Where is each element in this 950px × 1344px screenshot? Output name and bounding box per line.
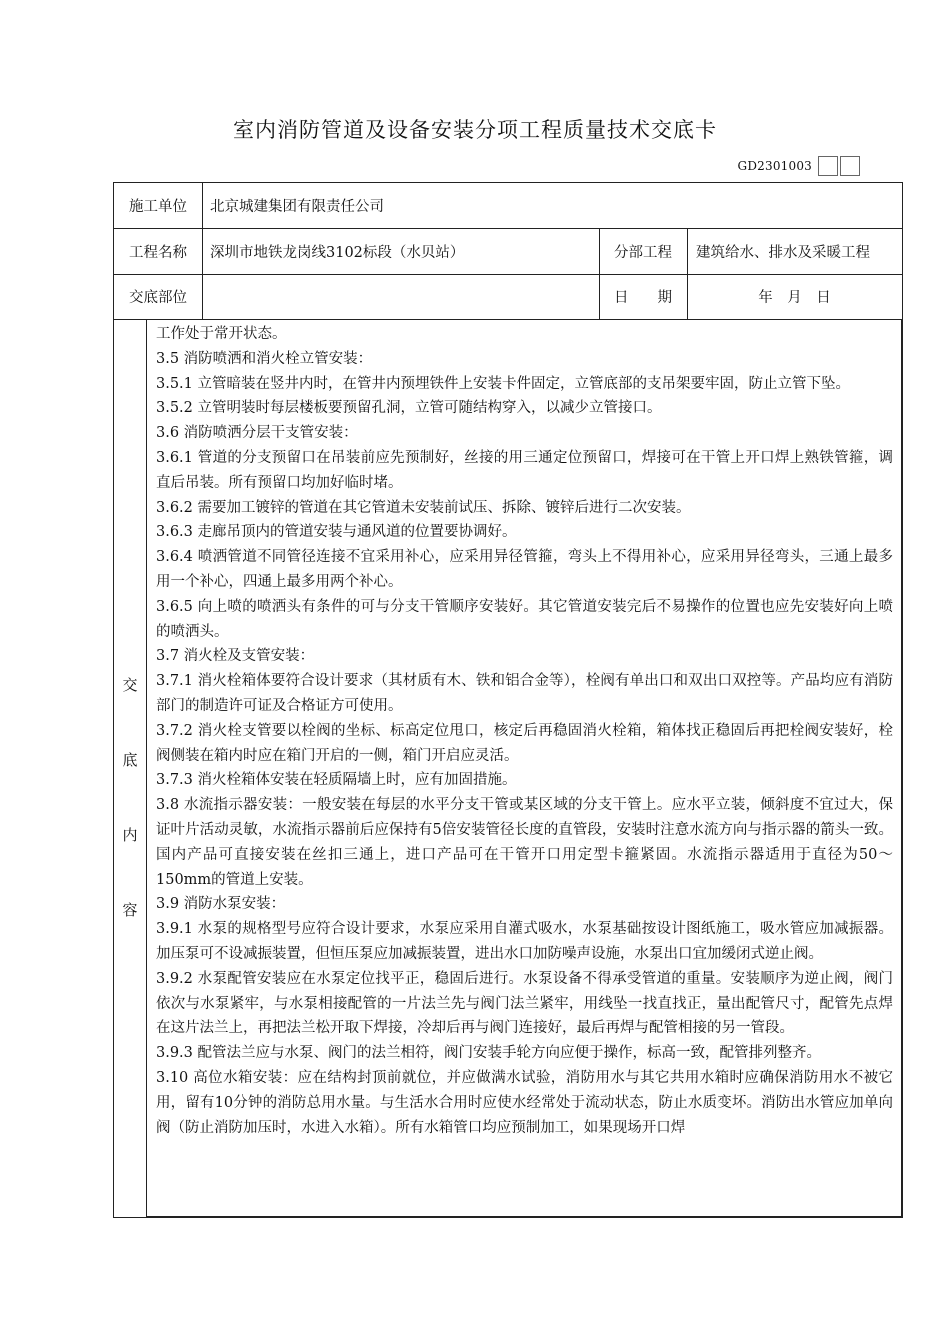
content-paragraph: 3.5.1 立管暗装在竖井内时，在管井内预埋铁件上安装卡件固定，立管底部的支吊架要牢固，防止立管下坠。 <box>156 375 850 392</box>
content-paragraph: 3.7 消火栓及支管安装： <box>156 648 315 665</box>
content-paragraph: 3.6.5 向上喷的喷洒头有条件的可与分支干管顺序安装好。其它管道安装完后不易操作的位置也应先安装好向上喷的喷洒头。 <box>156 598 893 640</box>
content-label-char: 容 <box>122 901 138 919</box>
content-paragraph: 3.6.1 管道的分支预留口在吊装前应先预制好，丝接的用三通定位预留口，焊接可在干管上开口焊上熟铁管箍，调直后吊装。所有预留口均加好临时堵。 <box>156 449 893 491</box>
location-label: 交底部位 <box>129 290 187 306</box>
content-paragraph: 3.10 高位水箱安装：应在结构封顶前就位，并应做满水试验，消防用水与其它共用水箱时应确保消防用水不被它用，留有10分钟的消防总用水量。与生活水合用时应使水经常处于流动状态，防止水质变坏。消防出水管应加单向阀（防止消防加压时，水进入水箱）。所有水箱管口均应预制加工，如果现场开口焊 <box>156 1069 893 1136</box>
date-label: 日 期 <box>614 290 672 306</box>
date-value: 年 月 日 <box>758 290 831 306</box>
content-paragraph: 3.7.2 消火栓支管要以栓阀的坐标、标高定位甩口，核定后再稳固消火栓箱，箱体找正稳固后再把栓阀安装好，栓阀侧装在箱内时应在箱门开启的一侧，箱门开启应灵活。 <box>156 722 893 764</box>
content-paragraph: 3.8 水流指示器安装：一般安装在每层的水平分支干管或某区域的分支干管上。应水平立装，倾斜度不宜过大，保证叶片活动灵敏，水流指示器前后应保持有5倍安装管径长度的直管段，安装时注意水流方向与指示器的箭头一致。国内产品可直接安装在丝扣三通上，进口产品可在干管开口用定型卡箍紧固。水流指示器适用于直径为50～150mm的管道上安装。 <box>156 797 893 888</box>
document-title: 室内消防管道及设备安装分项工程质量技术交底卡 <box>233 118 717 142</box>
construction-unit-value: 北京城建集团有限责任公司 <box>210 199 384 215</box>
col-divider <box>202 183 203 319</box>
sub-project-label: 分部工程 <box>614 244 672 261</box>
content-text <box>147 320 901 1140</box>
content-paragraph: 3.6.3 走廊吊顶内的管道安装与通风道的位置要协调好。 <box>156 524 517 541</box>
construction-unit-label: 施工单位 <box>129 199 187 215</box>
content-label <box>114 320 146 1217</box>
content-paragraph: 3.6 消防喷洒分层干支管安装： <box>156 425 358 442</box>
form-code-row <box>700 156 866 176</box>
content-area <box>146 319 902 1217</box>
content-paragraph: 3.7.1 消火栓箱体要符合设计要求（其材质有木、铁和铝合金等），栓阀有单出口和双出口双控等。产品均应有消防部门的制造许可证及合格证方可使用。 <box>156 673 893 714</box>
content-paragraph: 3.6.2 需要加工镀锌的管道在其它管道未安装前试压、拆除、镀锌后进行二次安装。 <box>156 499 691 516</box>
project-name-label: 工程名称 <box>129 244 187 261</box>
content-label-char: 交 <box>122 676 138 694</box>
content-paragraph: 3.5.2 立管明装时每层楼板要预留孔洞，立管可随结构穿入，以减少立管接口。 <box>156 400 662 417</box>
content-label-char: 内 <box>122 826 138 844</box>
code-box-1 <box>818 156 838 176</box>
disclosure-form <box>113 182 903 1218</box>
location-value <box>210 274 595 319</box>
sub-project-value: 建筑给水、排水及采暖工程 <box>696 244 870 261</box>
content-paragraph: 3.6.4 喷洒管道不同管径连接不宜采用补心，应采用异径管箍，弯头上不得用补心，应采用异径弯头，三通上最多用一个补心，四通上最多用两个补心。 <box>156 549 893 590</box>
content-paragraph: 3.7.3 消火栓箱体安装在轻质隔墙上时，应有加固措施。 <box>156 772 517 789</box>
content-label-char: 底 <box>122 751 138 769</box>
code-box-2 <box>840 156 860 176</box>
content-paragraph: 3.9.2 水泵配管安装应在水泵定位找平正，稳固后进行。水泵设备不得承受管道的重量。安装顺序为逆止阀，阀门依次与水泵紧牢，与水泵相接配管的一片法兰先与阀门法兰紧牢，用线坠一找直找正，量出配管尺寸，配管先点焊在这片法兰上，再把法兰松开取下焊接，冷却后再与阀门连接好，最后再焊与配管相接的另一管段。 <box>156 970 893 1037</box>
content-paragraph: 3.5 消防喷洒和消火栓立管安装： <box>156 350 373 367</box>
content-paragraph: 3.9 消防水泵安装： <box>156 896 286 913</box>
content-paragraph: 工作处于常开状态。 <box>156 326 287 342</box>
content-paragraph: 3.9.1 水泵的规格型号应符合设计要求，水泵应采用自灌式吸水，水泵基础按设计图纸施工，吸水管应加减振器。加压泵可不设减振装置，但恒压泵应加减振装置，进出水口加防噪声设施，水泵出口宜加缓闭式逆止阀。 <box>156 921 893 962</box>
form-code: GD2301003 <box>737 159 812 173</box>
project-name-value: 深圳市地铁龙岗线3102标段（水贝站） <box>210 244 465 261</box>
content-paragraph: 3.9.3 配管法兰应与水泵、阀门的法兰相符，阀门安装手轮方向应便于操作，标高一致，配管排列整齐。 <box>156 1045 821 1062</box>
